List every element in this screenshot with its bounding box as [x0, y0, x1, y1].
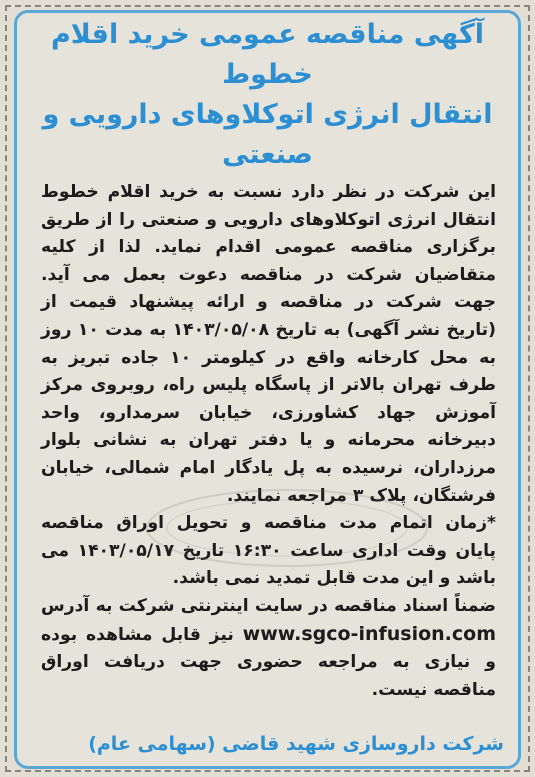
notice-body [17, 175, 518, 704]
paragraph-deadline: *زمان اتمام مدت مناقصه و تحویل اوراق مناقصه پایان وقت اداری ساعت ۱۶:۳۰ تاریخ ۱۴۰۳/۰۵/۱۷ می باشد و این مدت قابل تمدید نمی باشد. [41, 513, 496, 589]
title-line-1: آگهی مناقصه عمومی خرید اقلام خطوط [51, 19, 484, 90]
paragraph-documents [41, 593, 496, 704]
documents-text-after: نیز قابل مشاهده بوده و نیازی به مراجعه حضوری جهت دریافت اوراق مناقصه نیست. [41, 624, 496, 700]
title-line-2: انتقال انرژی اتوکلاوهای دارویی و صنعتی [42, 99, 493, 170]
paragraph-invitation: این شرکت در نظر دارد نسبت به خرید اقلام خطوط انتقال انرژی اتوکلاوهای دارویی و صنعتی را از طریق برگزاری مناقصه عمومی اقدام نماید. لذا از کلیه متقاضیان شرکت در مناقصه دعوت بعمل می آید. جهت شرکت در مناقصه و ارائه پیشنهاد قیمت از (تاریخ نشر آگهی) به تاریخ ۱۴۰۳/۰۵/۰۸ به مدت ۱۰ روز به محل کارخانه واقع در کیلومتر ۱۰ جاده تبریز به طرف تهران بالاتر از پاسگاه پلیس راه، روبروی مرکز آموزش جهاد کشاورزی، خیابان سرمدارو، واحد دبیرخانه محرمانه و یا دفتر تهران به نشانی بلوار مرزداران، نرسیده به پل یادگار امام شمالی، خیابان فرشتگان، پلاک ۳ مراجعه نمایند. [41, 182, 496, 506]
notice-box [14, 10, 521, 769]
website-link[interactable]: www.sgco-infusion.com [242, 622, 497, 645]
documents-text-before: ضمناً اسناد مناقصه در سایت اینترنتی شرکت به آدرس [41, 595, 496, 616]
notice-title [25, 15, 510, 175]
company-signature: شرکت داروسازی شهید قاضی (سهامی عام) [88, 733, 504, 755]
